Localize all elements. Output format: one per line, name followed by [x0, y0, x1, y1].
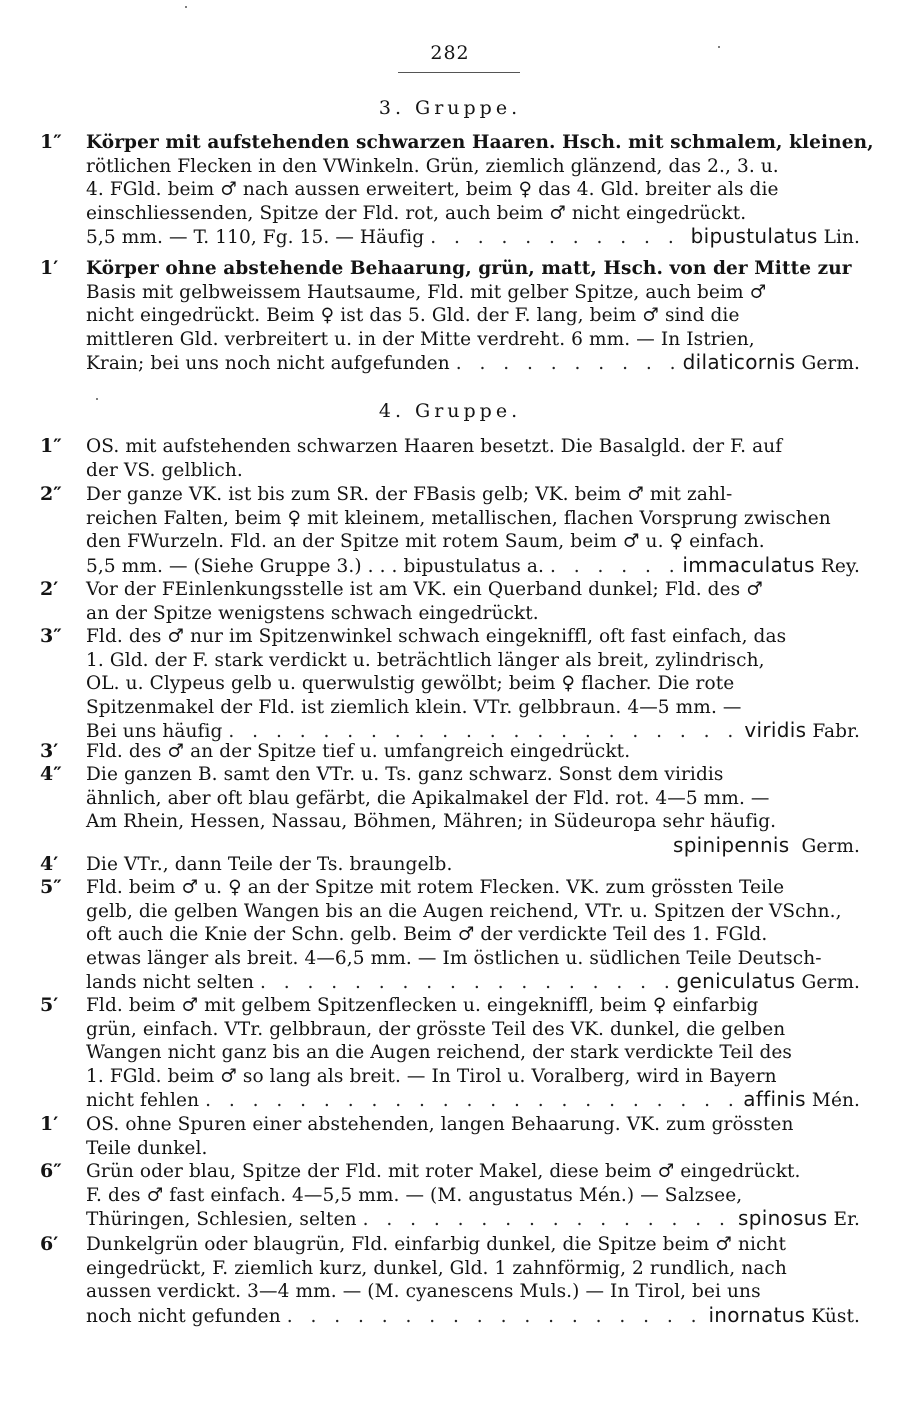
- dot-leader: [550, 555, 676, 579]
- species-name: inornatus: [708, 1302, 806, 1327]
- key-entry: [40, 876, 860, 995]
- scan-speck: [718, 46, 720, 48]
- species-name: geniculatus: [676, 969, 796, 994]
- author-name: Germ.: [801, 835, 860, 857]
- key-entry: [40, 1160, 860, 1232]
- author-name: Fabr.: [812, 721, 860, 743]
- entry-line: aussen verdickt. 3—4 mm. — (M. cyanescens Muls.) — In Tirol, bei uns: [86, 1281, 761, 1303]
- species-name: spinosus: [738, 1206, 828, 1231]
- dot-leader: [363, 1208, 732, 1232]
- couplet-number: 5′: [40, 994, 59, 1016]
- entry-line: Krain; bei uns noch nicht aufgefunden: [86, 353, 450, 375]
- entry-line: 5,5 mm. — (Siehe Gruppe 3.) . . . bipustulatus a.: [86, 555, 544, 577]
- entry-line: eingedrückt, F. ziemlich kurz, dunkel, Gld. 1 zahnförmig, 2 rundlich, nach: [86, 1257, 787, 1279]
- entry-line: OL. u. Clypeus gelb u. querwulstig gewölbt; beim ♀ flacher. Die rote: [86, 673, 735, 695]
- key-entry: [40, 994, 860, 1113]
- entry-line: nicht eingedrückt. Beim ♀ ist das 5. Gld. der F. lang, beim ♂ sind die: [86, 305, 740, 327]
- entry-line: lands nicht selten: [86, 972, 254, 994]
- couplet-number: 1″: [40, 435, 62, 457]
- key-entry: [40, 1113, 860, 1160]
- dot-leader: [205, 1089, 737, 1113]
- species-name: dilaticornis: [682, 350, 796, 375]
- group-heading: 3. Gruppe.: [378, 97, 522, 119]
- species-line: [86, 1304, 860, 1329]
- entry-line: Wangen nicht ganz bis an die Augen reichend, der stark verdickte Teil des: [86, 1042, 793, 1064]
- key-entry: [40, 578, 860, 625]
- entry-line: Grün oder blau, Spitze der Fld. mit roter Makel, diese beim ♂ eingedrückt.: [86, 1161, 801, 1182]
- entry-line: gelb, die gelben Wangen bis an die Augen reichend, VTr. u. Spitzen der VSchn.,: [86, 900, 842, 922]
- entry-line: rötlichen Flecken in den VWinkeln. Grün, ziemlich glänzend, das 2., 3. u.: [86, 155, 779, 177]
- couplet-number: 3′: [40, 740, 59, 762]
- page-number: 282: [430, 42, 470, 64]
- entry-line: grün, einfach. VTr. gelbbraun, der grösste Teil des VK. dunkel, die gelben: [86, 1018, 786, 1040]
- key-entry: [40, 131, 874, 250]
- entry-line: reichen Falten, beim ♀ mit kleinem, metallischen, flachen Vorsprung zwischen: [86, 507, 831, 529]
- couplet-number: 5″: [40, 876, 62, 898]
- header-rule: [398, 72, 520, 73]
- key-entry: [40, 435, 860, 482]
- key-entry: [40, 257, 860, 376]
- couplet-number: 1′: [40, 1113, 59, 1135]
- species-line: [86, 1088, 860, 1113]
- couplet-number: 6′: [40, 1233, 59, 1255]
- species-name: viridis: [744, 718, 807, 743]
- couplet-number: 6″: [40, 1160, 62, 1182]
- species-name: affinis: [743, 1087, 806, 1112]
- entry-line: nicht fehlen: [86, 1090, 200, 1112]
- entry-line: F. des ♂ fast einfach. 4—5,5 mm. — (M. angustatus Mén.) — Salzsee,: [86, 1184, 743, 1206]
- author-name: Germ.: [801, 353, 860, 375]
- couplet-number: 3″: [40, 625, 62, 647]
- couplet-number: 4″: [40, 763, 62, 785]
- species-line: [86, 554, 860, 579]
- key-entry: [40, 853, 860, 877]
- entry-line: mittleren Gld. verbreitert u. in der Mitte verdreht. 6 mm. — In Istrien,: [86, 328, 755, 350]
- species-name: bipustulatus: [690, 224, 818, 249]
- entry-line: Fld. des ♂ nur im Spitzenwinkel schwach eingekniffl, oft fast einfach, das: [86, 626, 787, 647]
- entry-line: Die ganzen B. samt den VTr. u. Ts. ganz schwarz. Sonst dem viridis: [86, 764, 724, 785]
- scan-speck: [185, 6, 187, 8]
- entry-line: Körper ohne abstehende Behaarung, grün, matt, Hsch. von der Mitte zur: [86, 258, 852, 279]
- entry-line: Thüringen, Schlesien, selten: [86, 1209, 357, 1231]
- entry-line: Bei uns häufig: [86, 721, 223, 743]
- entry-line: oft auch die Knie der Schn. gelb. Beim ♂ der verdickte Teil des 1. FGld.: [86, 924, 768, 946]
- entry-line: an der Spitze wenigstens schwach eingedrückt.: [86, 602, 539, 624]
- author-name: Mén.: [811, 1090, 860, 1112]
- couplet-number: 2′: [40, 578, 59, 600]
- entry-line: der VS. gelblich.: [86, 459, 243, 481]
- entry-line: Vor der FEinlenkungsstelle ist am VK. ein Querband dunkel; Fld. des ♂: [86, 579, 763, 600]
- species-line: [86, 970, 860, 995]
- entry-line: 1. FGld. beim ♂ so lang als breit. — In Tirol u. Voralberg, wird in Bayern: [86, 1065, 777, 1087]
- entry-line: Basis mit gelbweissem Hautsaume, Fld. mit gelber Spitze, auch beim ♂: [86, 281, 767, 303]
- key-entry: [40, 763, 860, 858]
- entry-line: Der ganze VK. ist bis zum SR. der FBasis gelb; VK. beim ♂ mit zahl-: [86, 484, 733, 505]
- species-name: spinipennis: [672, 832, 790, 857]
- species-line: [86, 225, 860, 250]
- key-entry: [40, 625, 860, 744]
- group-heading: 4. Gruppe.: [378, 400, 522, 422]
- key-entry: [40, 483, 860, 578]
- entry-line: Die VTr., dann Teile der Ts. braungelb.: [86, 854, 453, 875]
- dot-leader: [430, 226, 684, 250]
- key-entry: [40, 1233, 860, 1328]
- entry-line: Spitzenmakel der Fld. ist ziemlich klein. VTr. gelbbraun. 4—5 mm. —: [86, 696, 742, 718]
- entry-line: noch nicht gefunden: [86, 1305, 281, 1327]
- species-line: [86, 351, 860, 376]
- entry-line: etwas länger als breit. 4—6,5 mm. — Im östlichen u. südlichen Teile Deutsch-: [86, 947, 822, 969]
- entry-line: Teile dunkel.: [86, 1137, 208, 1159]
- author-name: Germ.: [801, 972, 860, 994]
- entry-line: 5,5 mm. — T. 110, Fg. 15. — Häufig: [86, 227, 425, 249]
- couplet-number: 2″: [40, 483, 62, 505]
- entry-line: OS. ohne Spuren einer abstehenden, langen Behaarung. VK. zum grössten: [86, 1114, 794, 1135]
- key-entry: [40, 740, 860, 764]
- species-name: immaculatus: [682, 552, 815, 577]
- dot-leader: [287, 1305, 703, 1329]
- author-name: Küst.: [811, 1305, 860, 1327]
- couplet-number: 4′: [40, 853, 59, 875]
- author-name: Er.: [833, 1209, 860, 1231]
- scan-speck: [96, 398, 98, 400]
- entry-line: Fld. beim ♂ mit gelbem Spitzenflecken u. eingekniffl, beim ♀ einfarbig: [86, 995, 759, 1016]
- entry-line: Körper mit aufstehenden schwarzen Haaren. Hsch. mit schmalem, kleinen,: [86, 132, 874, 153]
- dot-leader: [456, 352, 677, 376]
- entry-line: 4. FGld. beim ♂ nach aussen erweitert, beim ♀ das 4. Gld. breiter als die: [86, 179, 779, 201]
- entry-line: Fld. des ♂ an der Spitze tief u. umfangreich eingedrückt.: [86, 741, 631, 762]
- entry-line: einschliessenden, Spitze der Fld. rot, auch beim ♂ nicht eingedrückt.: [86, 202, 747, 224]
- species-line: [86, 1207, 860, 1232]
- dot-leader: [260, 971, 671, 995]
- couplet-number: 1′: [40, 257, 59, 279]
- entry-line: Dunkelgrün oder blaugrün, Fld. einfarbig dunkel, die Spitze beim ♂ nicht: [86, 1234, 786, 1255]
- author-name: Lin.: [823, 227, 860, 249]
- entry-line: OS. mit aufstehenden schwarzen Haaren besetzt. Die Basalgld. der F. auf: [86, 436, 783, 457]
- entry-line: ähnlich, aber oft blau gefärbt, die Apikalmakel der Fld. rot. 4—5 mm. —: [86, 787, 770, 809]
- author-name: Rey.: [820, 555, 860, 577]
- entry-line: 1. Gld. der F. stark verdickt u. beträchtlich länger als breit, zylindrisch,: [86, 649, 765, 671]
- entry-line: den FWurzeln. Fld. an der Spitze mit rotem Saum, beim ♂ u. ♀ einfach.: [86, 531, 765, 553]
- couplet-number: 1″: [40, 131, 62, 153]
- entry-line: Fld. beim ♂ u. ♀ an der Spitze mit rotem Flecken. VK. zum grössten Teile: [86, 877, 785, 898]
- entry-line: Am Rhein, Hessen, Nassau, Böhmen, Mähren; in Südeuropa sehr häufig.: [86, 811, 777, 833]
